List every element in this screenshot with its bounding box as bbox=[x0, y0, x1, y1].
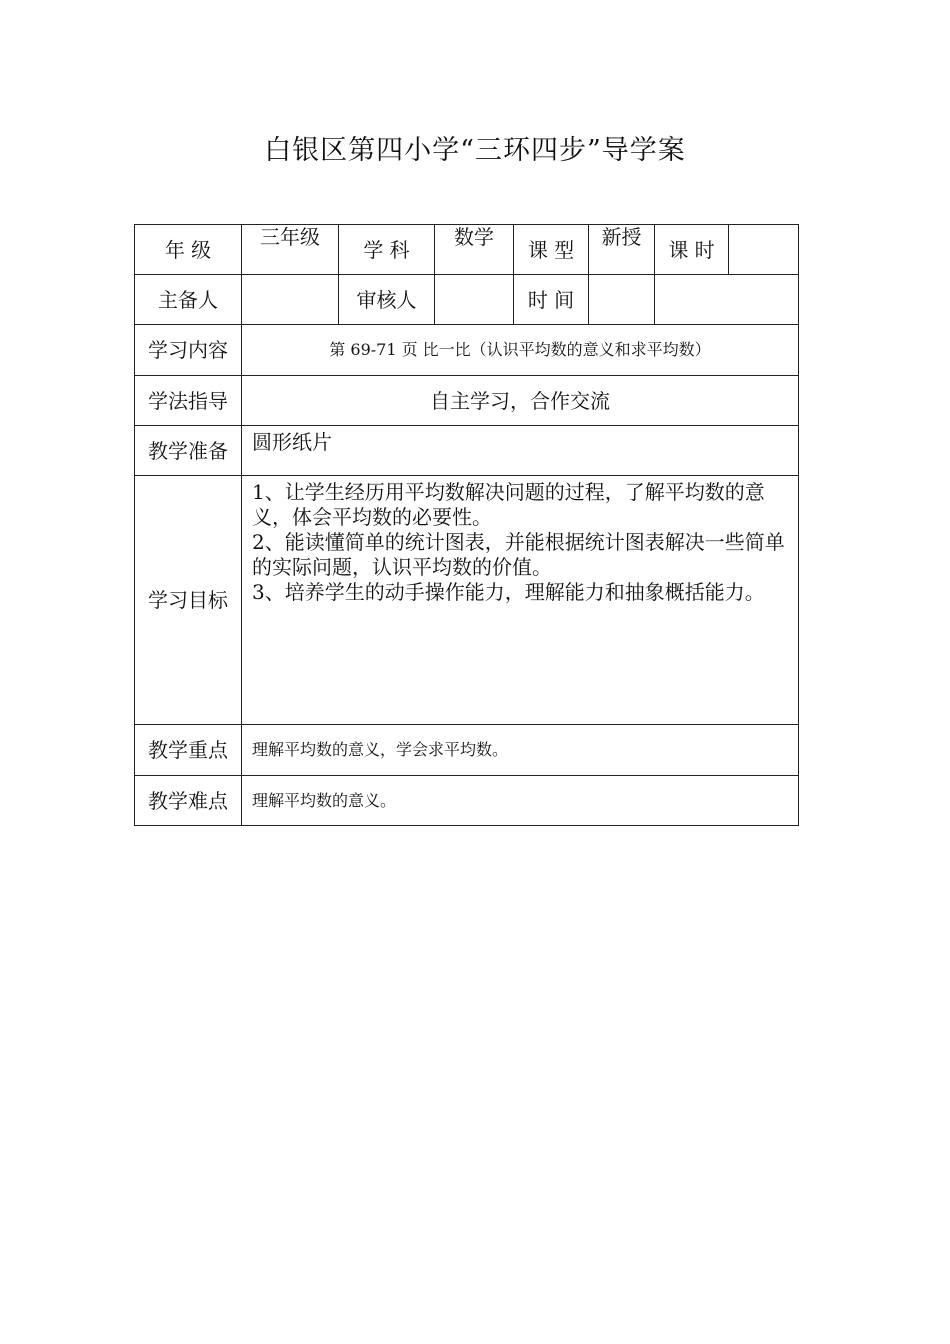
table-row bbox=[135, 776, 799, 826]
content-value: 第 69-71 页 比一比（认识平均数的意义和求平均数） bbox=[242, 325, 799, 376]
objective-item: 3、培养学生的动手操作能力，理解能力和抽象概括能力。 bbox=[252, 580, 765, 604]
reviewer-label: 审核人 bbox=[339, 275, 435, 325]
subject-value: 数学 bbox=[435, 225, 514, 275]
reviewer-value bbox=[435, 275, 514, 325]
prep-label: 教学准备 bbox=[135, 426, 242, 476]
prep-value: 圆形纸片 bbox=[242, 426, 799, 476]
lesson-type-label: 课 型 bbox=[514, 225, 589, 275]
period-value bbox=[729, 225, 799, 275]
table-row bbox=[135, 476, 799, 725]
key-point-value: 理解平均数的意义，学会求平均数。 bbox=[242, 725, 799, 776]
time-value-extra bbox=[655, 275, 799, 325]
difficulty-value: 理解平均数的意义。 bbox=[242, 776, 799, 826]
table-row bbox=[135, 426, 799, 476]
table-row bbox=[135, 225, 799, 275]
lesson-type-value: 新授 bbox=[589, 225, 655, 275]
objectives-list bbox=[242, 476, 799, 725]
method-value: 自主学习，合作交流 bbox=[242, 376, 799, 426]
subject-label: 学 科 bbox=[339, 225, 435, 275]
time-label: 时 间 bbox=[514, 275, 589, 325]
grade-label: 年 级 bbox=[135, 225, 242, 275]
lesson-plan-table bbox=[134, 224, 799, 826]
table-row bbox=[135, 325, 799, 376]
preparer-label: 主备人 bbox=[135, 275, 242, 325]
objective-item: 2、能读懂简单的统计图表，并能根据统计图表解决一些简单的实际问题，认识平均数的价值。 bbox=[252, 530, 785, 579]
page-title: 白银区第四小学“三环四步”导学案 bbox=[264, 135, 686, 166]
method-label: 学法指导 bbox=[135, 376, 242, 426]
objective-item: 1、让学生经历用平均数解决问题的过程，了解平均数的意义，体会平均数的必要性。 bbox=[252, 480, 765, 529]
preparer-value bbox=[242, 275, 339, 325]
difficulty-label: 教学难点 bbox=[135, 776, 242, 826]
table-row bbox=[135, 376, 799, 426]
key-point-label: 教学重点 bbox=[135, 725, 242, 776]
objectives-label: 学习目标 bbox=[135, 476, 242, 725]
content-label: 学习内容 bbox=[135, 325, 242, 376]
period-label: 课 时 bbox=[655, 225, 729, 275]
table-row bbox=[135, 275, 799, 325]
table-row bbox=[135, 725, 799, 776]
time-value bbox=[589, 275, 655, 325]
grade-value: 三年级 bbox=[242, 225, 339, 275]
